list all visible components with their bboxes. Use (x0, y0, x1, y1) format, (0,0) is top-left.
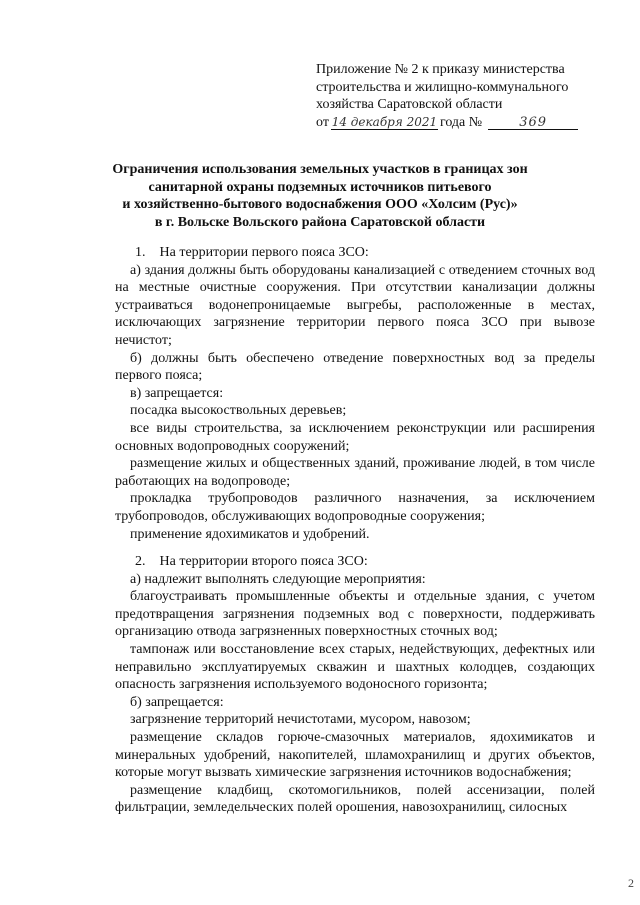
section-1-item-c1: посадка высокоствольных деревьев; (130, 403, 347, 419)
section-1-item-a: а) здания должны быть оборудованы канализацией с отведением сточных вод на местные очистные сооружения. При отсутствии канализации должны устраиваться водонепроницаемые выгребы, расположенные в местах, исключающих загрязнение территории первого пояса ЗСО при вывозе нечистот; (115, 262, 595, 348)
title-line-3: и хозяйственно-бытового водоснабжения ООО «Холсим (Рус)» (122, 197, 518, 213)
section-1-item-c3: размещение жилых и общественных зданий, проживание людей, в том числе работающих на водопроводе; (115, 456, 595, 489)
section-2-heading: 2. На территории второго пояса ЗСО: (135, 554, 368, 569)
header-line-3: хозяйства Саратовской области (316, 97, 503, 112)
order-date-number-row (316, 114, 606, 132)
section-2-item-a1: благоустраивать промышленные объекты и отдельные здания, с учетом предотвращения загрязнения подземных вод с поверхности, поддерживать организацию отвода загрязненных поверхностных сточных вод; (115, 589, 595, 640)
section-1-item-c5: применение ядохимикатов и удобрений. (130, 526, 370, 542)
appendix-header (316, 61, 606, 131)
section-1-item-c: в) запрещается: (130, 385, 224, 401)
section-2-item-b2: размещение складов горюче-смазочных материалов, ядохимикатов и минеральных удобрений, накопителей, шламохранилищ и других объектов, которые могут вызвать химические загрязнения источников водоснабжения; (115, 729, 595, 781)
header-line-1: Приложение № 2 к приказу министерства (316, 62, 565, 77)
section-2-item-a2: тампонаж или восстановление всех старых, недействующих, дефектных или неправильно эксплуатируемых скважин и шахтных колодцев, создающих опасность загрязнения используемого водоносного горизонта; (115, 641, 595, 693)
section-1-item-c4: прокладка трубопроводов различного назначения, за исключением трубопроводов, обслуживающих водопроводные сооружения; (115, 491, 595, 524)
title-line-4: в г. Вольске Вольского района Саратовской области (154, 214, 486, 230)
handwritten-date: 14 декабря 2021 (331, 114, 438, 129)
section-1-item-b: б) должны быть обеспечено отведение поверхностных вод за пределы первого пояса; (115, 350, 595, 384)
section-2-item-b3: размещение кладбищ, скотомогильников, полей ассенизации, полей фильтрации, земледельческих полей орошения, навозохранилищ, силосных (115, 782, 595, 816)
section-2 (115, 553, 595, 817)
handwritten-order-number: 369 (488, 116, 578, 130)
year-number-label: года № (439, 114, 483, 130)
title-line-2: санитарной охраны подземных источников питьевого (148, 179, 492, 195)
margin-mark: 2 (628, 876, 634, 890)
section-2-item-b: б) запрещается: (130, 694, 224, 710)
document-title (100, 161, 540, 231)
section-1-item-c2: все виды строительства, за исключением реконструкции или расширения основных водопроводных сооружений; (115, 420, 595, 454)
header-line-2: строительства и жилищно-коммунального (316, 79, 569, 95)
section-2-item-b1: загрязнение территорий нечистотами, мусором, навозом; (130, 712, 471, 728)
section-1-heading: 1. На территории первого пояса ЗСО: (135, 245, 369, 260)
section-2-item-a: а) надлежит выполнять следующие мероприятия: (130, 571, 426, 587)
section-1 (115, 244, 595, 543)
from-label: от (316, 114, 329, 130)
title-line-1: Ограничения использования земельных участков в границах зон (112, 162, 528, 177)
